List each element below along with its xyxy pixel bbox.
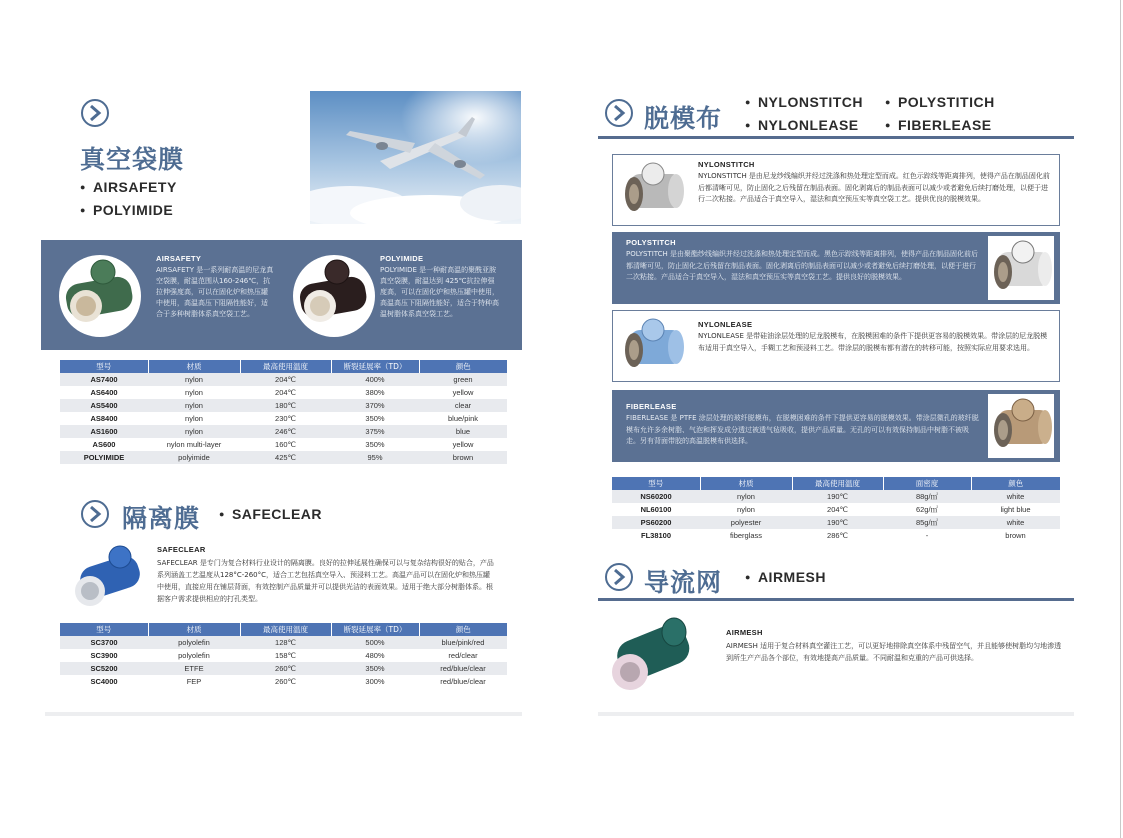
col-header-material: 材质	[148, 623, 240, 636]
nylonlease-heading: NYLONLEASE	[698, 320, 753, 329]
tube-roll-image	[988, 236, 1054, 300]
polyimide-heading: POLYIMIDE	[380, 254, 424, 263]
bullet-polyimide: ● POLYIMIDE	[80, 202, 173, 218]
table-row: NS60200 nylon 190℃ 88g/㎡ white	[612, 490, 1060, 503]
fiberlease-heading: FIBERLEASE	[626, 402, 677, 411]
polystitch-heading: POLYSTITCH	[626, 238, 676, 247]
tube-roll-image	[988, 394, 1054, 458]
chevron-circle-icon	[80, 98, 110, 128]
table-row: POLYIMIDE polyimide 425℃ 95% brown	[60, 451, 507, 464]
flow-mesh-divider	[598, 598, 1074, 601]
table-row: SC3900 polyolefin 158℃ 480% red/clear	[90, 651, 478, 660]
col-header-elongation: 断裂延展率（TD）	[331, 360, 419, 373]
col-header-max-temp: 最高使用温度	[240, 360, 331, 373]
safeclear-text: SAFECLEAR 是专门为复合材料行业设计的隔离膜。良好的拉伸延展性确保可以与复杂结构很好的贴合，产品系列涵盖工艺温度从128°C-260°C，适合工艺包括真空导入、预浸料工艺。高温产品可以在固化炉和热压罐中使用，直接应用在铺层背面，有效控制产品质量并可以提供光洁的表面效果。适用于绝大部分树脂体系。根据客户需求提供相应的打孔类型。	[157, 559, 494, 603]
tube-roll-image	[292, 254, 376, 338]
col-header-model: 型号	[612, 477, 700, 490]
vacuum-bag-title: 真空袋膜	[80, 145, 185, 174]
vacuum-bag-spec-table	[60, 360, 507, 464]
left-footer-bar	[45, 712, 522, 716]
polystitch-text: POLYSTITCH 是由聚酯纱线编织并经过洗涤和热处理定型而成。黑色示踪线等距离排列，使得产品在制品固化前后都清晰可见，防止固化之后残留在制品表面。固化剥离后的制品表面可以减少或者避免后续打磨处理，以便于进行二次粘接。产品适合于真空导入，湿法和真空预压实等真空袋工艺。提供良好的脱模效果。	[626, 250, 979, 281]
airmesh-heading: AIRMESH	[726, 628, 763, 637]
peel-ply-divider	[598, 136, 1074, 139]
tube-roll-image	[604, 610, 700, 698]
page-edge-line	[1120, 0, 1121, 838]
nylonstitch-text: NYLONSTITCH 是由尼龙纱线编织并经过洗涤和热处理定型而成。红色示踪线等距离排列，使得产品在制品固化前后都清晰可见，防止固化之后残留在制品表面。固化剥离后的制品表面可以减少或者避免后续打磨处理，以便于进行二次粘接。产品适合于真空导入，湿法和真空预压实等真空袋工艺。提供优良的脱模效果。	[698, 172, 1050, 203]
col-header-elongation: 断裂延展率（TD）	[331, 623, 419, 636]
chevron-circle-icon	[604, 98, 634, 128]
col-header-model: 型号	[60, 360, 148, 373]
tube-roll-image	[70, 543, 146, 613]
nylonlease-text: NYLONLEASE 是带硅油涂层处理的尼龙脱模布，在脱模困难的条件下提供更容易的脱模效果。带涂层的尼龙脱模布适用于真空导入，手糊工艺和预浸料工艺。带涂层的脱模布都有潜在的转移可能，按照实际应用要求选用。	[698, 332, 1048, 352]
col-header-areal-weight: 面密度	[883, 477, 971, 490]
polyimide-text: POLYIMIDE 是一种耐高温的聚酰亚胺真空袋膜，耐温达到 425℃抗拉伸强度高，可以在固化炉和热压罐中使用，高温高压下阻隔性能好，适合于特种高温树脂体系真空袋工艺。	[380, 266, 499, 318]
col-header-material: 材质	[700, 477, 792, 490]
bullet-nylonstitch: ● NYLONSTITCH	[745, 94, 863, 110]
peel-ply-title: 脱模布	[644, 104, 723, 133]
tube-roll-image	[58, 254, 142, 338]
chevron-circle-icon	[80, 499, 110, 529]
col-header-model: 型号	[60, 623, 148, 636]
table-row: AS7400 nylon 204℃ 400% green	[60, 373, 507, 386]
airplane-photo	[310, 91, 521, 224]
safeclear-heading: SAFECLEAR	[157, 545, 206, 554]
table-row: SC4000 FEP 260℃ 300% red/blue/clear	[90, 677, 486, 686]
airsafety-text: AIRSAFETY 是一系列耐高温的尼龙真空袋膜，耐温范围从160-246℃，抗拉伸强度高，可以在固化炉和热压罐中使用，高温高压下阻隔性能好，适合于多种树脂体系真空袋工艺。	[156, 266, 274, 318]
table-row: NL60100 nylon 204℃ 62g/㎡ light blue	[640, 505, 1031, 514]
table-row: FL38100 fiberglass 286℃ - brown	[640, 531, 1026, 540]
release-film-spec-table	[60, 623, 507, 688]
col-header-max-temp: 最高使用温度	[792, 477, 883, 490]
table-row: AS5400 nylon 180℃ 370% clear	[60, 399, 507, 412]
nylonstitch-heading: NYLONSTITCH	[698, 160, 755, 169]
chevron-circle-icon	[604, 562, 634, 592]
col-header-color: 颜色	[971, 477, 1060, 490]
col-header-color: 颜色	[419, 623, 507, 636]
col-header-color: 颜色	[419, 360, 507, 373]
table-row: AS600 nylon multi-layer 160℃ 350% yellow	[92, 440, 474, 449]
airmesh-text: AIRMESH 适用于复合材料真空灌注工艺，可以更好地排除真空体系中残留空气，并且能够使树脂均匀地渗透到所生产产品各个部位，有效地提高产品质量。不同耐温和克重的产品可供选择。	[726, 642, 1062, 662]
airsafety-heading: AIRSAFETY	[156, 254, 202, 263]
bullet-airsafety: ● AIRSAFETY	[80, 179, 177, 195]
table-row: AS1600 nylon 246℃ 375% blue	[60, 425, 507, 438]
bullet-airmesh: ● AIRMESH	[745, 569, 826, 585]
bullet-polystitich: ● POLYSTITICH	[885, 94, 995, 110]
fiberlease-text: FIBERLEASE 是 PTFE 涂层处理的玻纤脱模布，在脱模困难的条件下提供更容易的脱模效果。带涂层微孔的玻纤脱模布允许多余树脂、气泡和挥发成分透过被透气毡吸收，提供产品质量。无孔的可以有效保持制品中树脂不被吸走。另有背面带胶的高温脱模布供选择。	[626, 414, 979, 445]
col-header-max-temp: 最高使用温度	[240, 623, 331, 636]
right-footer-bar	[598, 712, 1074, 716]
peel-ply-spec-table	[612, 477, 1060, 542]
table-row: SC3700 polyolefin 128℃ 500% blue/pink/red	[60, 636, 507, 649]
flow-mesh-title: 导流网	[644, 568, 723, 597]
bullet-nylonlease: ● NYLONLEASE	[745, 117, 859, 133]
tube-roll-image	[622, 160, 686, 220]
bullet-fiberlease: ● FIBERLEASE	[885, 117, 992, 133]
tube-roll-image	[622, 316, 686, 376]
col-header-material: 材质	[148, 360, 240, 373]
table-row: AS8400 nylon 230℃ 350% blue/pink	[90, 414, 479, 423]
table-row: SC5200 ETFE 260℃ 350% red/blue/clear	[60, 662, 507, 675]
release-film-title: 隔离膜	[122, 504, 201, 533]
table-row: AS6400 nylon 204℃ 380% yellow	[90, 388, 474, 397]
bullet-safeclear: ● SAFECLEAR	[219, 506, 322, 522]
table-row: PS60200 polyester 190℃ 85g/㎡ white	[612, 516, 1060, 529]
